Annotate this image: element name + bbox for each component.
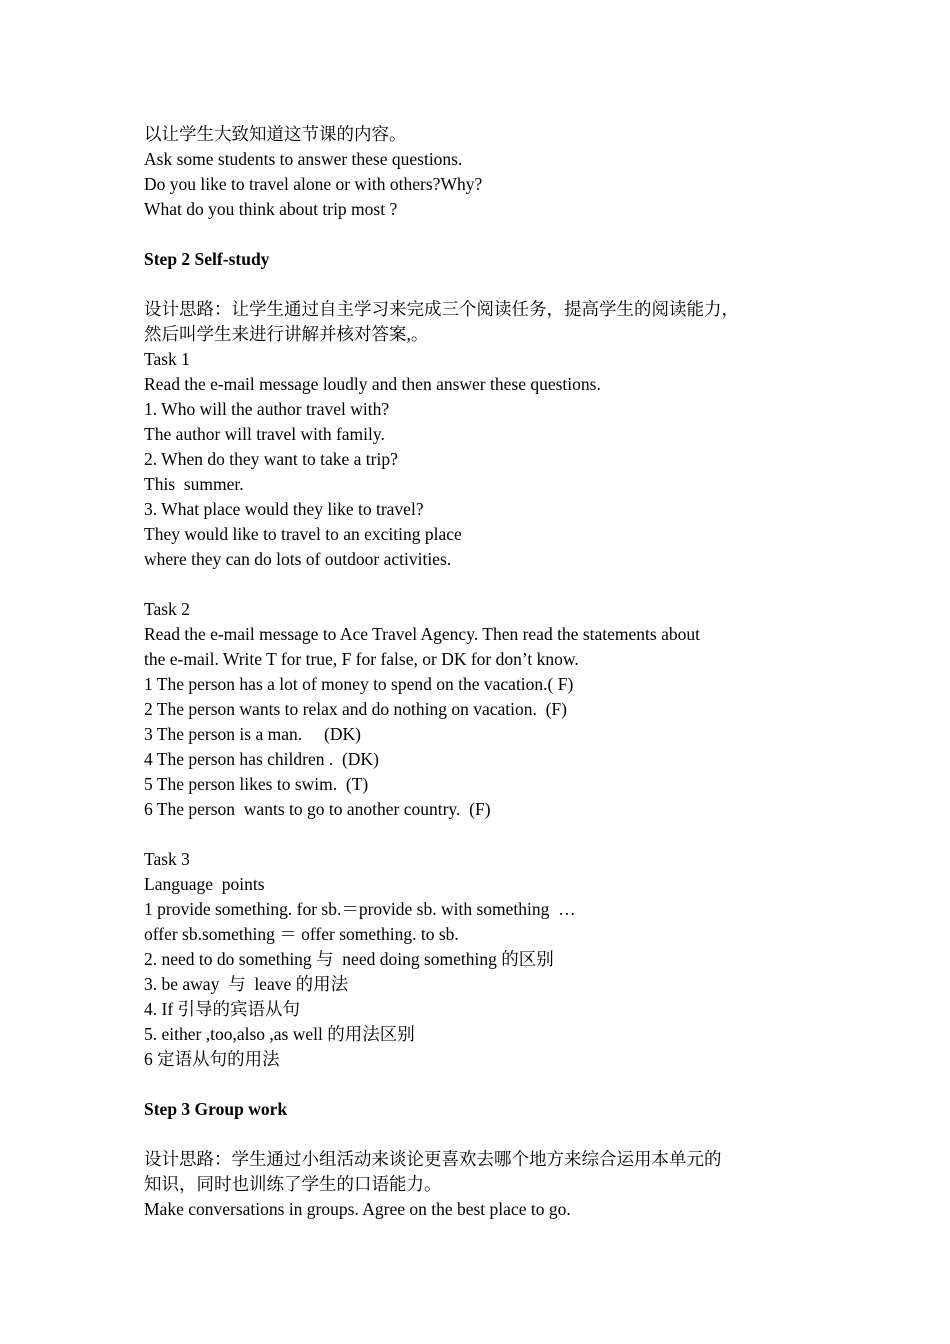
text-line: Do you like to travel alone or with others?Why? (144, 174, 483, 194)
text-line: 以让学生大致知道这节课的内容。 (144, 124, 407, 144)
text-line: They would like to travel to an exciting place (144, 524, 462, 544)
text-line: The author will travel with family. (144, 424, 385, 444)
text-line: the e-mail. Write T for true, F for false, or DK for don’t know. (144, 649, 579, 669)
blank-line (144, 222, 824, 247)
text-line: 设计思路：学生通过小组活动来谈论更喜欢去哪个地方来综合运用本单元的 (144, 1149, 722, 1169)
text-line: 3 The person is a man. (DK) (144, 724, 361, 744)
text-line: 3. be away 与 leave 的用法 (144, 974, 349, 994)
text-line: Read the e-mail message loudly and then answer these questions. (144, 374, 601, 394)
section-heading: Step 2 Self-study (144, 249, 270, 269)
blank-line (144, 1072, 824, 1097)
document-page (144, 122, 824, 1222)
text-line: Task 3 (144, 849, 190, 869)
blank-line (144, 572, 824, 597)
text-line: 2. need to do something 与 need doing something 的区别 (144, 949, 554, 969)
text-line: 4 The person has children . (DK) (144, 749, 379, 769)
text-line: 设计思路：让学生通过自主学习来完成三个阅读任务，提高学生的阅读能力， (144, 299, 739, 319)
text-line: What do you think about trip most ? (144, 199, 398, 219)
text-line: 6 定语从句的用法 (144, 1049, 280, 1069)
text-line: where they can do lots of outdoor activities. (144, 549, 452, 569)
text-line: offer sb.something ＝ offer something. to sb. (144, 924, 459, 944)
text-line: Read the e-mail message to Ace Travel Agency. Then read the statements about (144, 624, 700, 644)
text-line: Make conversations in groups. Agree on the best place to go. (144, 1199, 571, 1219)
blank-line (144, 272, 824, 297)
section-heading: Step 3 Group work (144, 1099, 288, 1119)
text-line: 知识，同时也训练了学生的口语能力。 (144, 1174, 442, 1194)
text-line: 5. either ,too,also ,as well 的用法区别 (144, 1024, 415, 1044)
text-line: 3. What place would they like to travel? (144, 499, 424, 519)
blank-line (144, 1122, 824, 1147)
text-line: 1. Who will the author travel with? (144, 399, 390, 419)
text-line: This summer. (144, 474, 244, 494)
text-line: 6 The person wants to go to another country. (F) (144, 799, 491, 819)
text-line: 5 The person likes to swim. (T) (144, 774, 369, 794)
text-line: Task 2 (144, 599, 190, 619)
text-line: 然后叫学生来进行讲解并核对答案,。 (144, 324, 429, 344)
text-line: 2. When do they want to take a trip? (144, 449, 398, 469)
text-line: 1 provide something. for sb.＝provide sb. with something … (144, 899, 576, 919)
text-line: 2 The person wants to relax and do nothing on vacation. (F) (144, 699, 567, 719)
text-line: 1 The person has a lot of money to spend on the vacation.( F) (144, 674, 574, 694)
text-line: Ask some students to answer these questions. (144, 149, 463, 169)
text-line: Task 1 (144, 349, 190, 369)
blank-line (144, 822, 824, 847)
text-line: 4. If 引导的宾语从句 (144, 999, 301, 1019)
text-line: Language points (144, 874, 265, 894)
